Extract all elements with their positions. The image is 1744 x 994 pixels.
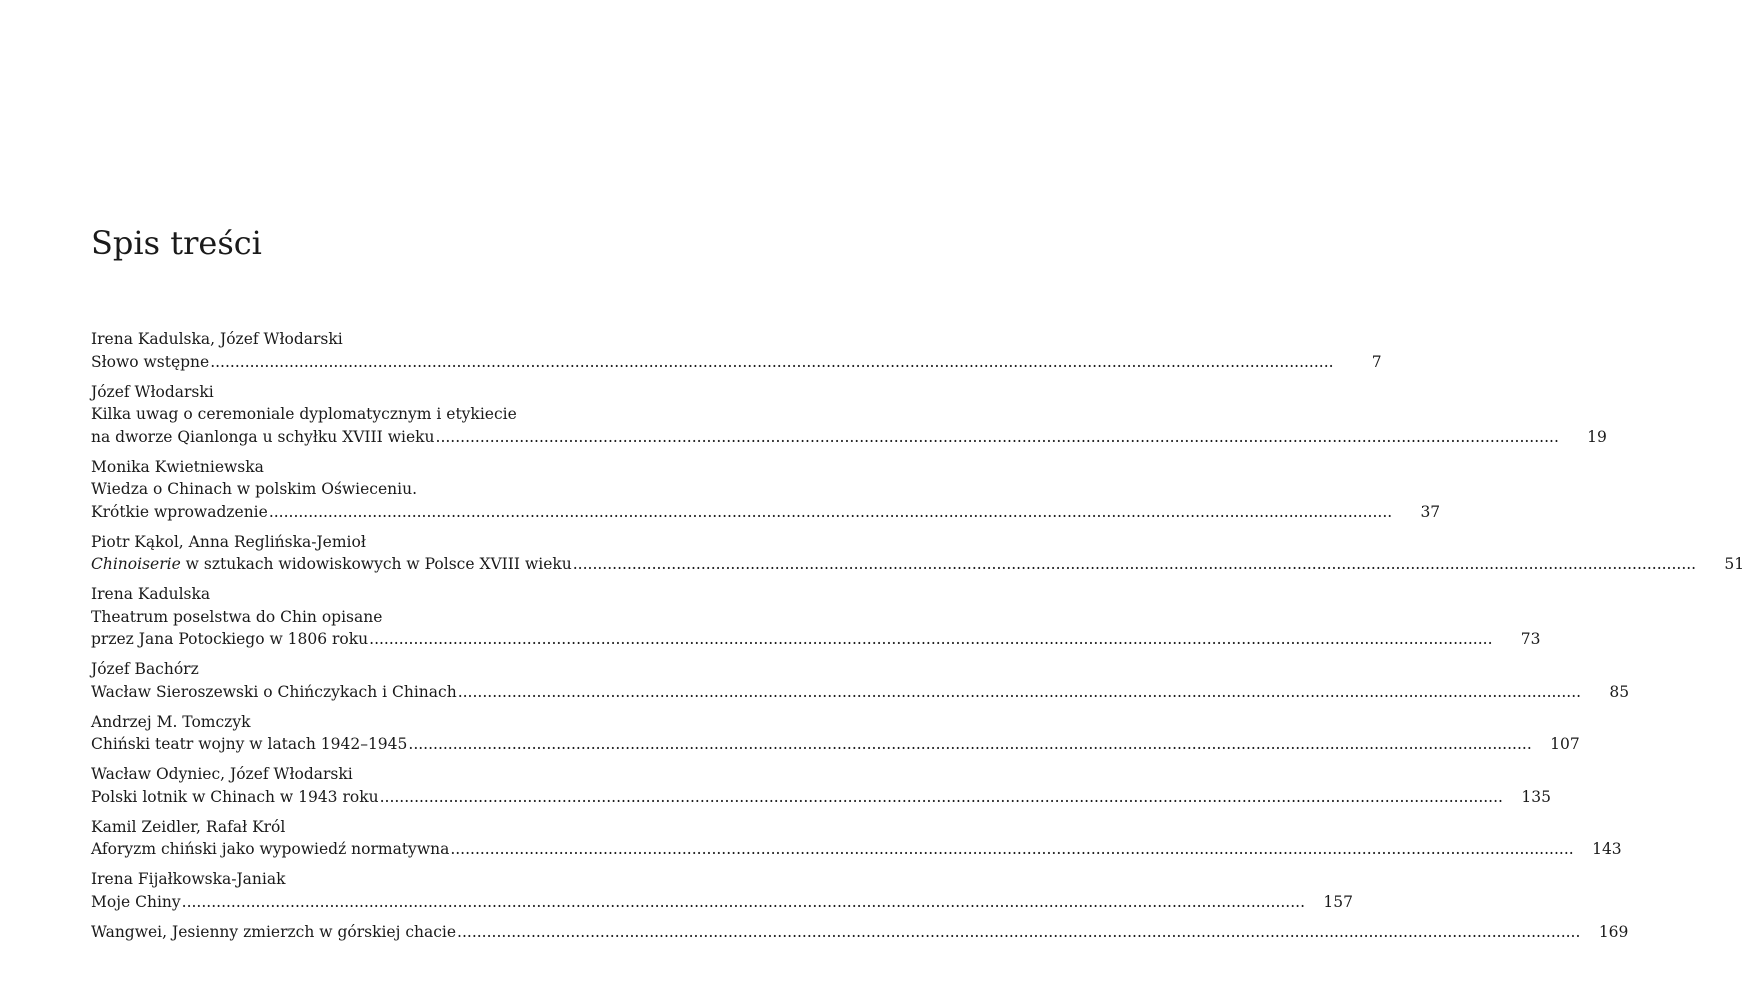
toc-entry-authors: Irena Fijałkowska-Janiak [91,870,286,888]
toc-entry-title: na dworze Qianlonga u schyłku XVIII wieku [91,427,435,446]
dot-leader [457,921,1580,944]
toc-entry-title: Aforyzm chiński jako wypowiedź normatywna [91,840,450,858]
toc-entry-authors: Wacław Odyniec, Józef Włodarski [91,765,353,783]
toc-entry-title-rest: w sztukach widowiskowych w Polsce XVIII wieku [180,555,572,573]
toc-entry-title-line: Kilka uwag o ceremoniale dyplomatycznym i etykiecie [91,405,517,423]
toc-entry-page: 135 [1521,787,1551,806]
toc-entry-page: 143 [1592,840,1622,858]
toc-entry-title: Wangwei, Jesienny zmierzch w górskiej chacie [91,922,457,941]
toc-entry-page: 73 [1520,630,1541,648]
toc-entry-authors: Kamil Zeidler, Rafał Król [91,817,286,836]
toc-entry-authors: Józef Włodarski [91,382,214,401]
dot-leader [369,628,1492,651]
toc-entry-title: Wacław Sieroszewski o Chińczykach i Chinach [91,682,457,701]
page-title: Spis treści [91,224,262,262]
toc-entry [91,868,1354,913]
toc-entry [91,921,1629,944]
toc-entry [91,583,1541,651]
table-of-contents [91,328,1744,951]
toc-entry-title: Krótkie wprowadzenie [91,502,268,521]
toc-entry [91,711,1580,756]
toc-entry [91,531,1744,576]
toc-entry-page: 7 [1371,352,1382,371]
toc-entry-page: 51 [1724,555,1744,573]
toc-entry-title-italic: Chinoiserie [91,555,181,573]
toc-entry-page: 19 [1587,427,1607,446]
dot-leader [269,501,1392,524]
toc-entry-title-line: Theatrum poselstwa do Chin opisane [91,607,383,626]
toc-entry-authors: Irena Kadulska, Józef Włodarski [91,330,343,348]
toc-entry-page: 85 [1609,682,1630,701]
toc-entry-title: Polski lotnik w Chinach w 1943 roku [91,787,379,806]
toc-entry-title: Moje Chiny [91,892,181,911]
toc-entry-title-line: Wiedza o Chinach w polskim Oświeceniu. [91,480,418,498]
dot-leader [380,786,1503,809]
toc-entry-authors: Irena Kadulska [91,585,211,603]
dot-leader [458,681,1581,704]
toc-entry-title: Chiński teatr wojny w latach 1942–1945 [91,735,408,753]
toc-entry-page: 107 [1550,735,1580,753]
toc-entry [91,658,1630,703]
toc-entry [91,381,1607,449]
dot-leader [182,891,1305,914]
toc-entry-authors: Andrzej M. Tomczyk [91,712,251,731]
toc-entry [91,816,1622,861]
toc-entry [91,328,1382,373]
toc-entry-page: 37 [1420,502,1441,521]
toc-entry-authors: Piotr Kąkol, Anna Reglińska-Jemioł [91,532,366,551]
toc-entry [91,763,1551,808]
toc-entry-authors: Monika Kwietniewska [91,457,264,476]
toc-entry [91,456,1441,524]
dot-leader [408,733,1531,756]
toc-entry-page: 157 [1323,892,1354,911]
dot-leader [436,426,1559,449]
dot-leader [210,351,1333,374]
dot-leader [573,553,1696,576]
toc-entry-authors: Józef Bachórz [91,660,199,678]
toc-entry-title [91,553,572,576]
toc-entry-title: przez Jana Potockiego w 1806 roku [91,630,369,648]
dot-leader [450,838,1573,861]
toc-entry-page: 169 [1598,922,1629,941]
toc-entry-title: Słowo wstępne [91,352,210,371]
